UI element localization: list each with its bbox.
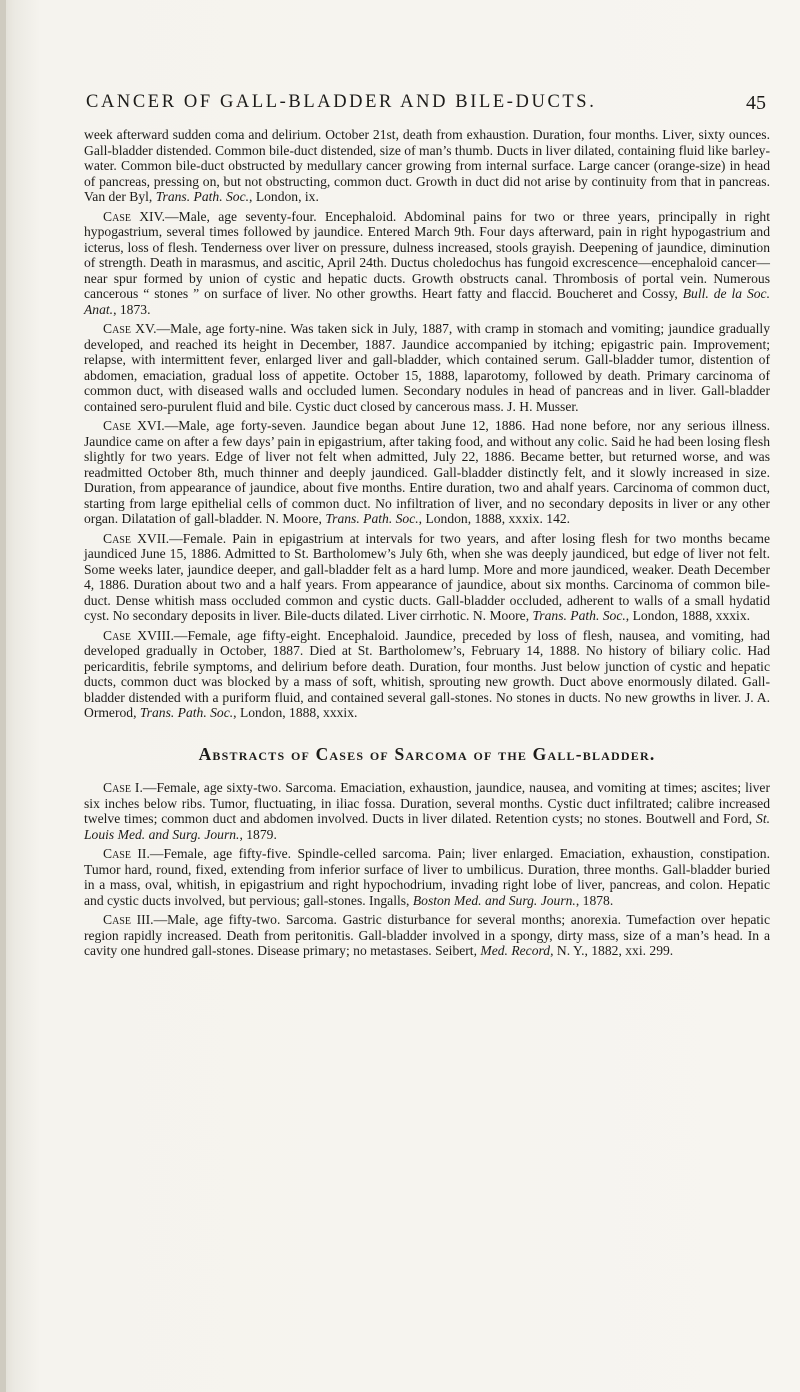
section-heading: Abstracts of Cases of Sarcoma of the Gall-bladder. bbox=[198, 743, 656, 764]
running-head: CANCER OF GALL-BLADDER AND BILE-DUCTS. bbox=[86, 92, 597, 112]
case-text: —Male, age forty-nine. Was taken sick in July, 1887, with cramp in stomach and vomiting; jaundice gradually developed, and reached its height in December, 1887. Jaundice accompanied by itching; epigastric pain. Improvement; relapse, with intermittent fever, enlarged liver and gall-bladder, which contained serum. Gall-bladder tumor, distention of abdomen, emaciation, gradual loss of appetite. October 15, 1888, laparotomy, followed by death. Primary carcinoma of common duct, with diseased walls and occluded lumen. Secondary nodules in head of pancreas and in liver. Gall-bladder contained sero-purulent fluid and bile. Cystic duct closed by cancerous mass. J. H. Musser. bbox=[84, 321, 770, 414]
journal-reference: Boston Med. and Surg. Journ. bbox=[412, 892, 576, 908]
case-paragraph bbox=[84, 209, 770, 318]
case-paragraph bbox=[84, 418, 770, 527]
journal-reference: Trans. Path. Soc. bbox=[325, 511, 419, 526]
case-text: —Female, age sixty-two. Sarcoma. Emaciation, exhaustion, jaundice, nausea, and vomiting at times; ascites; liver six inches below ribs. Tumor, fluctuating, in iliac fossa. Duration, several months. Cystic duct infiltrated; calibre increased twelve times; common duct and abdomen involved. Ducts in liver dilated. Retention cysts; no stones. Boutwell and Ford, bbox=[84, 780, 770, 826]
sarcoma-case-paragraph bbox=[84, 780, 770, 842]
case-paragraph bbox=[84, 628, 770, 721]
reference-tail: , London, 1888, xxxix. 142. bbox=[418, 511, 571, 526]
case-text: week afterward sudden coma and delirium. October 21st, death from exhaustion. Duration, four months. Liver, sixty ounces. Gall-bladder distended. Common bile-duct distended, size of man’s thumb. Ducts in liver dilated, containing fluid like barley-water. Common bile-duct obstructed by medullary cancer growing from internal surface. Large cancer (orange-size) in head of pancreas, pressing on, but not obstructing, common duct. Growth in duct did not arise by continuity from that in pancreas. Van der Byl, bbox=[84, 127, 770, 204]
journal-reference: Trans. Path. Soc. bbox=[155, 189, 250, 204]
case-label: Case III. bbox=[103, 912, 154, 927]
case-text: —Female, age fifty-eight. Encephaloid. Jaundice, preceded by loss of flesh, nausea, and vomiting, had developed gradually in October, 1887. Died at St. Bartholomew’s, February 14, 1888. No history of biliary colic. Had pericarditis, febrile symptoms, and delirium before death. Duration, four months. Just below junction of cystic and hepatic ducts, common duct was blocked by a mass of soft, whitish, sprouting new growth. Duct above enormously dilated. Gall-bladder distended with a puriform fluid, and contained several gall-stones. No stones in ducts. No new growths in liver. J. A. Ormerod, bbox=[84, 627, 770, 720]
case-label: Case XV. bbox=[103, 321, 157, 336]
journal-reference: Trans. Path. Soc. bbox=[532, 608, 626, 623]
case-text: —Male, age forty-seven. Jaundice began about June 12, 1886. Had none before, nor any serious illness. Jaundice came on after a few days’ pain in epigastrium, after taking food, and without any colic. Said he had been losing flesh slightly for two years. Edge of liver not felt when admitted, July 22, 1886. Became better, but returned worse, and was readmitted October 8th, much thinner and deeply jaundiced. Gall-bladder distinctly felt, and it slowly increased in size. Duration, from appearance of jaundice, about five months. Entire duration, two and ahalf years. Carcinoma of common duct, starting from large epithelial cells of common duct. No infiltration of liver, and no secondary deposits in liver or any other organ. Dilatation of gall-bladder. N. Moore, bbox=[84, 418, 770, 526]
case-text: —Male, age seventy-four. Encephaloid. Abdominal pains for two or three years, principally in right hypogastrium, several times followed by jaundice. Entered March 9th. Four days afterward, pain in right hypogastrium and icterus, loss of flesh. Tenderness over liver on pressure, dulness increased, stools grayish. Deepening of jaundice, diminution of strength. Death in marasmus, and ascitic, April 24th. Ductus choledochus has fungoid excrescence—encephaloid cancer—near spur formed by union of cystic and hepatic ducts. Growth obstructs canal. Thrombosis of portal vein. Numerous cancerous “ stones ” on surface of liver. No other growths. Heart fatty and flaccid. Boucheret and Cossy, bbox=[84, 208, 770, 301]
case-label: Case II. bbox=[103, 846, 150, 861]
reference-tail: , 1878. bbox=[575, 892, 614, 908]
page-header bbox=[86, 92, 766, 122]
sarcoma-case-paragraph bbox=[84, 846, 770, 908]
case-label: Case I. bbox=[103, 780, 143, 795]
case-label: Case XVI. bbox=[103, 418, 165, 433]
case-paragraph bbox=[84, 127, 770, 205]
case-text: —Female. Pain in epigastrium at intervals for two years, and after losing flesh for two months became jaundiced June 15, 1886. Admitted to St. Bartholomew’s July 6th, when she was deeply jaundiced, but edge of liver not felt. Some weeks later, jaundice deeper, and gall-bladder felt as a hard lump. More and more jaundiced, weaker. Death December 4, 1886. Duration about two and a half years. From appearance of jaundice, about six months. Carcinoma of common bile-duct. Dense whitish mass occluded common and cystic ducts. Gall-bladder occluded, adherent to walls of a small hydatid cyst. No secondary deposits in liver. Bile-ducts dilated. Liver cirrhotic. N. Moore, bbox=[84, 530, 770, 623]
journal-reference: Trans. Path. Soc. bbox=[139, 705, 234, 720]
journal-reference: St. Louis Med. and Surg. Journ. bbox=[84, 811, 770, 842]
case-label: Case XIV. bbox=[103, 208, 166, 224]
sarcoma-case-paragraph bbox=[84, 912, 770, 959]
case-paragraph bbox=[84, 531, 770, 624]
case-text: —Male, age fifty-two. Sarcoma. Gastric disturbance for several months; anorexia. Tumefaction over hepatic region rapidly increased. Death from peritonitis. Gall-bladder involved in a spongy, dirty mass, size of a man’s head. In a cavity one hundred gall-stones. Disease primary; no metastases. Seibert, bbox=[84, 912, 770, 958]
reference-tail: , N. Y., 1882, xxi. 299. bbox=[550, 943, 674, 958]
reference-tail: , 1873. bbox=[113, 301, 151, 317]
case-label: Case XVIII. bbox=[103, 627, 174, 643]
page-number: 45 bbox=[746, 92, 766, 114]
scan-shadow-edge bbox=[0, 0, 6, 1392]
journal-reference: Bull. de la Soc. Anat. bbox=[84, 286, 770, 317]
page-body bbox=[84, 127, 770, 963]
reference-tail: , London, 1888, xxxix. bbox=[625, 608, 751, 623]
reference-tail: , London, ix. bbox=[249, 189, 319, 204]
journal-reference: Med. Record bbox=[480, 943, 551, 958]
case-text: —Female, age fifty-five. Spindle-celled sarcoma. Pain; liver enlarged. Emaciation, exhaustion, constipation. Tumor hard, round, fixed, extending from inferior surface of liver to umbilicus. Duration, three months. Gall-bladder buried in a mass, oval, whitish, in epigastrium and right hypochodrium, invading right lobe of liver, pancreas, and colon. Hepatic and cystic ducts involved, but pervious; gall-stones. Ingalls, bbox=[84, 846, 771, 908]
case-paragraph bbox=[84, 321, 770, 414]
reference-tail: , 1879. bbox=[239, 826, 277, 842]
reference-tail: , London, 1888, xxxix. bbox=[233, 705, 358, 720]
case-label: Case XVII. bbox=[103, 530, 170, 546]
